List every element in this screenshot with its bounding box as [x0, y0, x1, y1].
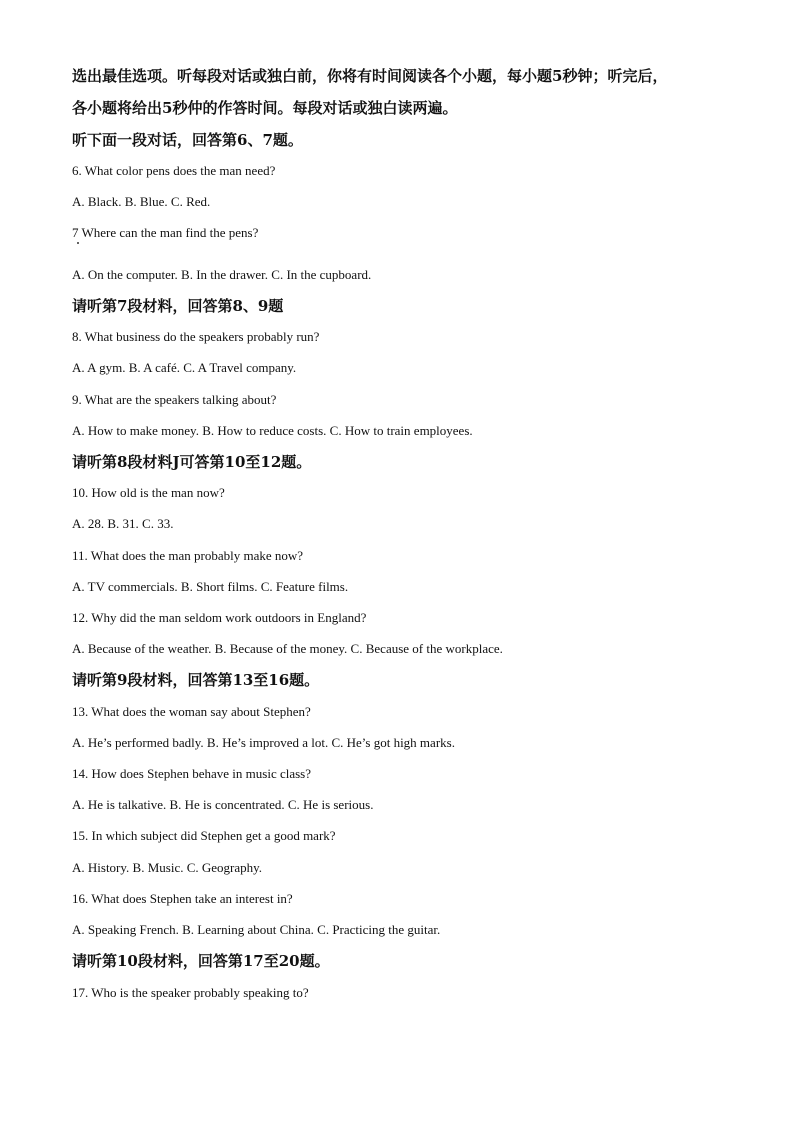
question-8-options: A. A gym. B. A café. C. A Travel company.: [72, 360, 297, 375]
question-15-options: A. History. B. Music. C. Geography.: [72, 860, 263, 875]
stray-mark: [77, 242, 79, 244]
section-heading-8-9: 请听第7段材料，回答第8、9题: [72, 297, 284, 315]
question-8: 8. What business do the speakers probably run?: [72, 329, 320, 344]
question-12: 12. Why did the man seldom work outdoors in England?: [72, 610, 367, 625]
question-15: 15. In which subject did Stephen get a good mark?: [72, 828, 336, 843]
question-17: 17. Who is the speaker probably speaking to?: [72, 985, 309, 1000]
section-heading-10-12: 请听第8段材料J可答第10至12题。: [72, 453, 312, 471]
section-heading-17-20: 请听第10段材料，回答第17至20题。: [72, 952, 330, 970]
question-9: 9. What are the speakers talking about?: [72, 392, 277, 407]
question-14-options: A. He is talkative. B. He is concentrated. C. He is serious.: [72, 797, 374, 812]
intro-line-2: 各小题将给出5秒仲的作答时间。每段对话或独白读两遍。: [72, 99, 458, 117]
question-13: 13. What does the woman say about Stephen?: [72, 704, 311, 719]
intro-line-1: 选出最佳选项。听每段对话或独白前，你将有时间阅读各个小题，每小题5秒钟；听完后，: [72, 67, 668, 85]
question-16-options: A. Speaking French. B. Learning about China. C. Practicing the guitar.: [72, 922, 441, 937]
question-16: 16. What does Stephen take an interest in?: [72, 891, 293, 906]
question-13-options: A. He’s performed badly. B. He’s improved a lot. C. He’s got high marks.: [72, 735, 455, 750]
question-11: 11. What does the man probably make now?: [72, 548, 304, 563]
question-10: 10. How old is the man now?: [72, 485, 225, 500]
question-7-options: A. On the computer. B. In the drawer. C. In the cupboard.: [72, 267, 372, 282]
question-14: 14. How does Stephen behave in music class?: [72, 766, 312, 781]
question-9-options: A. How to make money. B. How to reduce costs. C. How to train employees.: [72, 423, 473, 438]
question-6: 6. What color pens does the man need?: [72, 163, 276, 178]
question-7: 7 Where can the man find the pens?: [72, 225, 259, 240]
question-11-options: A. TV commercials. B. Short films. C. Feature films.: [72, 579, 349, 594]
section-heading-6-7: 听下面一段对话，回答第6、7题。: [72, 131, 303, 149]
question-6-options: A. Black. B. Blue. C. Red.: [72, 194, 211, 209]
section-heading-13-16: 请听第9段材料，回答第13至16题。: [72, 671, 320, 689]
question-10-options: A. 28. B. 31. C. 33.: [72, 516, 174, 531]
question-12-options: A. Because of the weather. B. Because of the money. C. Because of the workplace.: [72, 641, 503, 656]
